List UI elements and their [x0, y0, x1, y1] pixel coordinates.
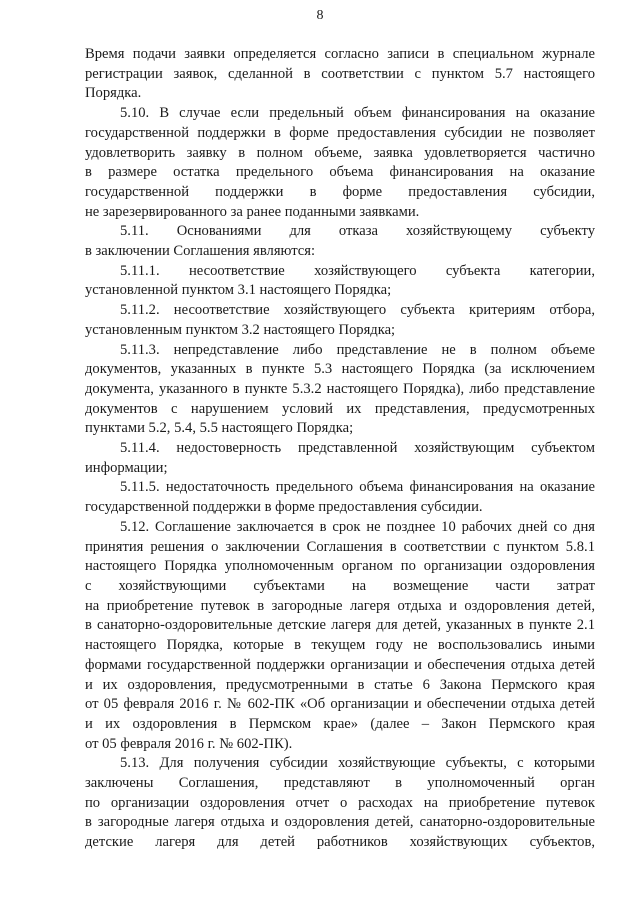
- text-line: 5.11.4. недостоверность представленной хозяйствующим субъектом: [120, 440, 595, 457]
- text-line: на приобретение путевок в загородные лагеря отдыха и оздоровления детей,: [85, 597, 595, 614]
- text-line: не зарезервированного за ранее поданными заявками.: [85, 203, 420, 220]
- text-line: заключены Соглашения, представляют в уполномоченный орган: [85, 775, 595, 792]
- text-line: и их оздоровления в Пермском крае» (далее – Закон Пермского края: [85, 715, 595, 732]
- text-line: 5.11.3. непредставление либо представление не в полном объеме: [120, 341, 595, 358]
- text-line: в размере остатка предельного объема финансирования на оказание: [85, 164, 595, 181]
- text-line: документов, указанных в пункте 5.3 настоящего Порядка (за исключением: [85, 361, 595, 378]
- text-line: 5.11. Основаниями для отказа хозяйствующему субъекту: [120, 223, 595, 240]
- text-line: с хозяйствующими субъектами на возмещение части затрат: [85, 577, 595, 594]
- text-line: от 05 февраля 2016 г. № 602-ПК).: [85, 735, 293, 752]
- text-line: формами государственной поддержки организации и обеспечения отдыха детей: [85, 656, 595, 673]
- text-line: удовлетворить заявку в полном объеме, заявка удовлетворяется частично: [85, 144, 595, 161]
- document-body: [85, 45, 595, 853]
- text-line: 5.11.5. недостаточность предельного объема финансирования на оказание: [120, 479, 595, 496]
- text-line: 5.11.2. несоответствие хозяйствующего субъекта критериям отбора,: [120, 302, 595, 319]
- text-line: государственной поддержки в форме предоставления субсидии не позволяет: [85, 124, 595, 141]
- text-line: 5.11.1. несоответствие хозяйствующего субъекта категории,: [120, 262, 595, 279]
- text-line: 5.12. Соглашение заключается в срок не позднее 10 рабочих дней со дня: [120, 518, 595, 535]
- text-line: 5.10. В случае если предельный объем финансирования на оказание: [120, 105, 595, 122]
- text-line: Порядка.: [85, 85, 142, 102]
- text-line: по организации оздоровления отчет о расходах на приобретение путевок: [85, 794, 595, 811]
- text-line: пунктами 5.2, 5.4, 5.5 настоящего Порядка;: [85, 420, 354, 437]
- text-line: установленным пунктом 3.2 настоящего Порядка;: [85, 321, 396, 338]
- text-line: государственной поддержки в форме предоставления субсидии.: [85, 499, 483, 516]
- text-line: установленной пунктом 3.1 настоящего Порядка;: [85, 282, 392, 299]
- text-line: настоящего Порядка, которые в текущем году не воспользовались иными: [85, 637, 595, 654]
- text-line: документа, указанного в пункте 5.3.2 настоящего Порядка), либо представление: [85, 380, 595, 397]
- text-line: Время подачи заявки определяется согласно записи в специальном журнале: [85, 46, 595, 62]
- text-line: в загородные лагеря отдыха и оздоровления детей, санаторно-оздоровительные: [85, 814, 595, 831]
- page-number: 8: [316, 8, 324, 23]
- text-line: информации;: [85, 459, 168, 476]
- text-line: государственной поддержки в форме предоставления субсидии,: [85, 183, 595, 200]
- text-line: принятия решения о заключении Соглашения в соответствии с пунктом 5.8.1: [85, 538, 595, 555]
- text-line: и их оздоровления, предусмотренными в статье 6 Закона Пермского края: [85, 676, 595, 693]
- text-line: в санаторно-оздоровительные детские лагеря для детей, указанных в пункте 2.1: [85, 617, 595, 634]
- text-line: документов с нарушением условий их представления, предусмотренных: [85, 400, 595, 417]
- text-line: в заключении Соглашения являются:: [85, 243, 316, 260]
- text-line: настоящего Порядка уполномоченным органом по организации оздоровления: [85, 558, 595, 575]
- text-line: 5.13. Для получения субсидии хозяйствующие субъекты, с которыми: [120, 755, 595, 772]
- text-line: регистрации заявок, сделанной в соответствии с пунктом 5.7 настоящего: [85, 65, 595, 82]
- text-line: детские лагеря для детей работников хозяйствующих субъектов,: [85, 834, 595, 851]
- text-line: от 05 февраля 2016 г. № 602-ПК «Об организации и обеспечении отдыха детей: [85, 696, 595, 713]
